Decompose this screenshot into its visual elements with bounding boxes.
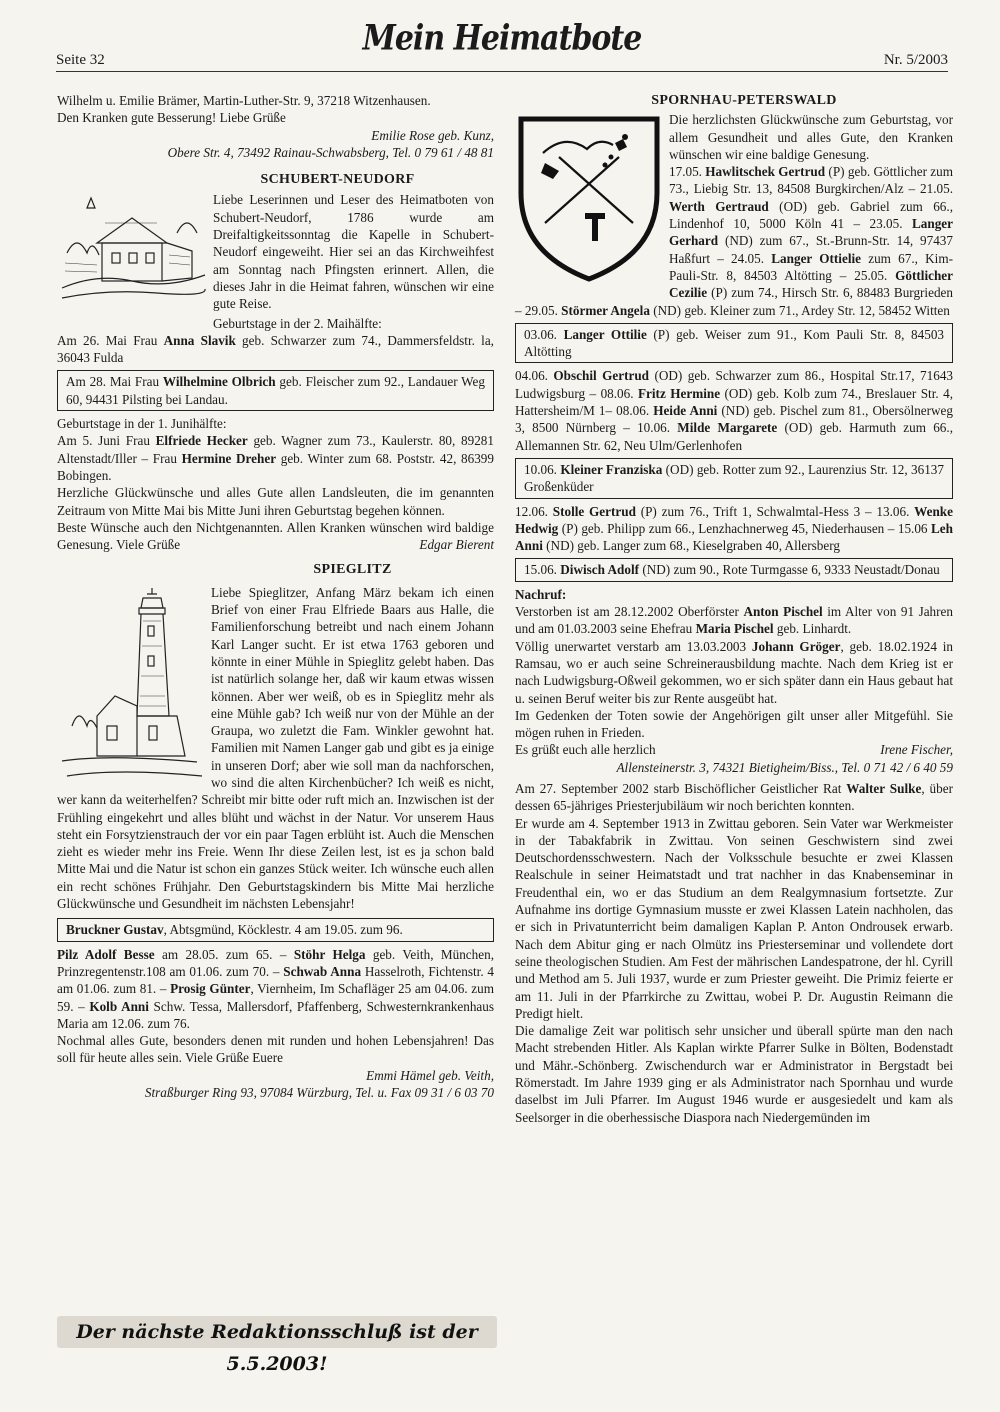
page-number: Seite 32: [56, 52, 105, 68]
schubert-section: [57, 191, 494, 312]
tower-illustration: [57, 586, 205, 784]
may-birthdays-label: Geburtstage in der 2. Maihälfte:: [213, 315, 382, 331]
issue-number: Nr. 5/2003: [883, 52, 948, 68]
intro-signature-address: Obere Str. 4, 73492 Rainau-Schwabsberg, Tel. 0 79 61 / 48 81: [167, 144, 494, 160]
left-column: [57, 92, 494, 1101]
wishes-signature: Edgar Bierent: [419, 537, 494, 553]
obituary-heading: Nachruf:: [515, 586, 567, 602]
spornhau-birthdays-1: 17.05. Hawlitschek Gertrud (P) geb. Göttlicher zum 73., Liebig Str. 13, 84508 Burgkirchen/Alz – 21.05. Werth Gertraud (OD) geb. Gabriel zum 66., Lindenhof 10, 5000 Köln 41 – 23.05. Langer Gerhard (ND) zum 67., St.-Brunn-Str. 14, 97437 Haßfurt – 24.05. Langer Ottielie zum 67., Kim-Pauli-Str. 8, 84503 Altötting – 25.05. Göttlicher Cezilie (P) zum 74., Hirsch Str. 6, 88483 Burgrieden – 29.05. Störmer Angela (ND) geb. Kleiner zum 71., Ardey Str. 12, 58452 Witten: [515, 164, 954, 318]
spornhau-section: [515, 111, 953, 319]
obituary-address: Allensteinerstr. 3, 74321 Bietigheim/Biss., Tel. 0 71 42 / 6 40 59: [616, 759, 953, 775]
highlight-box-bruckner: Bruckner Gustav, Abtsgmünd, Köcklestr. 4 am 19.05. zum 96.: [57, 918, 494, 941]
may-birthday-entry: Am 26. Mai Frau Anna Slavik geb. Schwarzer zum 74., Dammersfeldstr. la, 36043 Fulda: [57, 332, 494, 366]
wishes-text-2: Beste Wünsche auch den Nichtgenannten. Allen Kranken wünschen wird baldige Genesung. Viele Grüße Edgar Bierent: [57, 519, 494, 553]
intro-signature: Emilie Rose geb. Kunz,: [371, 127, 494, 143]
obituary-condolence: Im Gedenken der Toten sowie der Angehörigen gilt unser aller Mitgefühl. Sie mögen ruhen in Frieden.: [515, 707, 953, 741]
intro-wish: Den Kranken gute Besserung! Liebe Grüße: [57, 110, 286, 126]
spornhau-heading: SPORNHAU-PETERSWALD: [651, 93, 837, 108]
sulke-biography-2: Die damalige Zeit war politisch sehr unsicher und überall spürte man den nach Macht strebenden Hitler. Als Kaplan wirkte Pfarrer Sulke in Bölten, Bodenstadt und Mähr.-Schönberg. Zwischendurch war er Administrator in Bergstadt bei Römerstadt. Im Jahre 1939 ging er als Administrator nach Spornhau und wurde daselbst im Juli Pfarrer. Im August 1946 wurde er ausgesiedelt und kam als Seelsorger in die oberhessische Diaspora nach Niedergemünden im: [515, 1023, 953, 1125]
sulke-intro: Am 27. September 2002 starb Bischöflicher Geistlicher Rat Walter Sulke, über dessen 65-jähriges Priesterjubiläum wir noch berichten konnten.: [515, 780, 953, 814]
spieglitz-heading: SPIEGLITZ: [313, 562, 392, 578]
schubert-neudorf-heading: SCHUBERT-NEUDORF: [260, 172, 415, 188]
birthday-list: Pilz Adolf Besse am 28.05. zum 65. – Stöhr Helga geb. Veith, München, Prinzregentenstr.108 am 01.06. zum 70. – Schwab Anna Hasselroth, Fichtenstr. 4 am 01.06. zum 81. – Prosig Günter, Viernheim, Im Schafläger 25 am 04.06. zum 59. – Kolb Anni Schw. Tessa, Mallersdorf, Pfaffenberg, Schwesternkrankenhaus Maria am 12.06. zum 76.: [57, 946, 495, 1031]
june-birthday-entry: Am 5. Juni Frau Elfriede Hecker geb. Wagner zum 73., Kaulerstr. 80, 89281 Altenstadt/Iller – Frau Hermine Dreher geb. Winter zum 68. Poststr. 42, 86399 Bobingen.: [57, 433, 494, 483]
closing-signature: Emmi Hämel geb. Veith,: [366, 1067, 494, 1083]
obituary-groeger: Völlig unerwartet verstarb am 13.03.2003 Johann Gröger, geb. 18.02.1924 in Ramsau, wo er auch seine Schreinerausbildung machte. Nach dem Krieg ist er nach Ludwigsburg-Oßweil gekommen, wo er sich später dann ein Haus gebaut hat u. seinen Beruf weiter bis zur Rente ausgeübt hat.: [515, 638, 953, 706]
obituary-signature: Irene Fischer,: [880, 742, 953, 758]
spieglitz-text: Liebe Spieglitzer, Anfang März bekam ich einen Brief von einer Frau Elfriede Baars aus Halle, die Familienforschung betreibt und nach einem Johann Karl Langer sucht. Er ist etwa 1763 geboren und könnte in einer Mühle in Spieglitz gelebt haben. Das ist natürlich solange her, daß wir kaum etwas wissen können. Aber wer weiß, ob es in Spieglitz mehr als eine Mühle gab? Ich weiß nur von der Mühle an der Graupa, wo zuletzt die Fam. Winkler gewohnt hat. Familien mit Namen Langer gab und gibt es ja einige in unseren Dorf; aber wie soll man da nachforschen, wo sind die alten Kirchenbücher? Ich weiß es nicht, wer kann da weiterhelfen? Schreibt mir bitte oder ruft mich an. Inzwischen ist der Frühling eingekehrt und alles blüht und wächst in der Natur. Vor unserem Haus steht ein Forsytzienstrauch der vor ein paar Tagen erblüht ist. Auch die Menschen zieht es wieder mehr ins Freie. Wenn Ihr diese Zeilen lest, ist es ja schon bald Mitte Mai und die Natur ist schon ein ganzes Stück weiter. Ich wünsche euch allen ein recht schönes Frühjahr. Den Geburtstagskindern bis Mitte Mai herzliche Glückwünsche und Gesundheit im nächsten Lebensjahr!: [57, 584, 494, 912]
intro-address: Wilhelm u. Emilie Brämer, Martin-Luther-Str. 9, 37218 Witzenhausen.: [57, 93, 431, 108]
coat-of-arms-icon: [515, 113, 663, 283]
deadline-banner: Der nächste Redaktionsschluß ist der 5.5.2003!: [57, 1316, 497, 1348]
spornhau-intro: Die herzlichsten Glückwünsche zum Geburtstag, vor allem Gesundheit und alles Gute, den Kranken wünschen wir eine baldige Genesung.: [669, 112, 953, 162]
closing-text: Nochmal alles Gute, besonders denen mit runden und hohen Lebensjahren! Das soll für heute alles sein. Viele Grüße Euere: [57, 1033, 494, 1066]
masthead-title: Mein Heimatbote: [362, 18, 642, 59]
spornhau-birthdays-2: 04.06. Obschil Gertrud (OD) geb. Schwarzer zum 86., Hospital Str.17, 71643 Ludwigsburg – 08.06. Fritz Hermine (OD) geb. Kolb zum 74., Breslauer Str. 4, Hattersheim/M 1– 08.06. Heide Anni (ND) geb. Pischel zum 81., Obersölnerweg 3, 8500 Nürnberg – 10.06. Milde Margarete (OD) geb. Harmuth zum 66., Allemannen Str. 62, Neu Ulm/Gerlenhofen: [515, 368, 954, 453]
highlight-box-langer: 03.06. Langer Ottilie (P) geb. Weiser zum 91., Kom Pauli Str. 8, 84503 Altötting: [515, 323, 953, 364]
highlight-box-olbrich: Am 28. Mai Frau Wilhelmine Olbrich geb. Fleischer zum 92., Landauer Weg 60, 94431 Pilsting bei Landau.: [57, 370, 494, 411]
highlight-box-kleiner: 10.06. Kleiner Franziska (OD) geb. Rotter zum 92., Laurenzius Str. 12, 36137 Großenküder: [515, 458, 953, 499]
obituary-greeting: Es grüßt euch alle herzlich Irene Fischer,: [515, 742, 953, 758]
spornhau-birthdays-3: 12.06. Stolle Gertrud (P) zum 76., Trift 1, Schwalmtal-Hess 3 – 13.06. Wenke Hedwig (P) geb. Philipp zum 66., Lenzhachnerweg 45, Niederhausen – 15.06 Leh Anni (ND) geb. Langer zum 68., Kieselgraben 40, Allersberg: [515, 503, 953, 554]
spieglitz-section: [57, 584, 494, 913]
header-rule: [56, 71, 948, 72]
obituary-pischel: Verstorben ist am 28.12.2002 Oberförster Anton Pischel im Alter von 91 Jahren und am 01.03.2003 seine Ehefrau Maria Pischel geb. Linhardt.: [515, 604, 953, 637]
sulke-biography: Er wurde am 4. September 1913 in Zwittau geboren. Sein Vater war Werkmeister in der Tabakfabrik in Zwittau. Von seinen Geschwistern sind zwei Deutschordensschwestern. Nach der Volksschule besuchte er zwei Klassen Realschule in seiner Heimatstadt und trat nachher in das Knabenseminar in Freudenthal ein, wo er das Studium an dem Realgymnasium fortsetzte. Zur Aufnahme ins dortige Gymnasium musste er zwei Klassen Latein nachholen, das er sich in Privatunterricht beim damaligen Kaplan P. Anton Ondrousek erwarb. Nach dem Abitur ging er nach Olmütz ins Priesterseminar und vollendete dort seine theologischen Studien. Am Fest der mährischen Landespatrone, der hl. Cyrill und Method am 5. Juli 1937, wurde er zum Priester geweiht. Die Primiz feierte er am 11. Juli in der Pfarrkirche zu Zwittau, wobei P. Dr. Augustin Reimann die Predigt hielt.: [515, 815, 953, 1021]
right-column: [515, 92, 953, 1126]
closing-address: Straßburger Ring 93, 97084 Würzburg, Tel. u. Fax 09 31 / 6 03 70: [144, 1085, 494, 1101]
chapel-landscape-illustration: [57, 193, 207, 313]
wishes-text: Herzliche Glückwünsche und alles Gute allen Landsleuten, die im genannten Zeitraum von Mitte Mai bis Mitte Juni ihren Geburtstag begehen können.: [57, 485, 494, 518]
page-header: [56, 18, 948, 70]
highlight-box-diwisch: 15.06. Diwisch Adolf (ND) zum 90., Rote Turmgasse 6, 9333 Neustadt/Donau: [515, 558, 953, 581]
schubert-text: Liebe Leserinnen und Leser des Heimatboten von Schubert-Neudorf, 1786 wurde am Dreifaltigkeitssonntag die Kapelle in Schubert-Neudorf eingeweiht. Hier sei an das Kirchweihfest am Sonntag nach Pfingsten erinnert. Allen, die dieses Jahr in die Heimat fahren, wünschen wir eine gute Reise.: [213, 192, 494, 312]
june-birthdays-label: Geburtstage in der 1. Junihälfte:: [57, 416, 227, 432]
